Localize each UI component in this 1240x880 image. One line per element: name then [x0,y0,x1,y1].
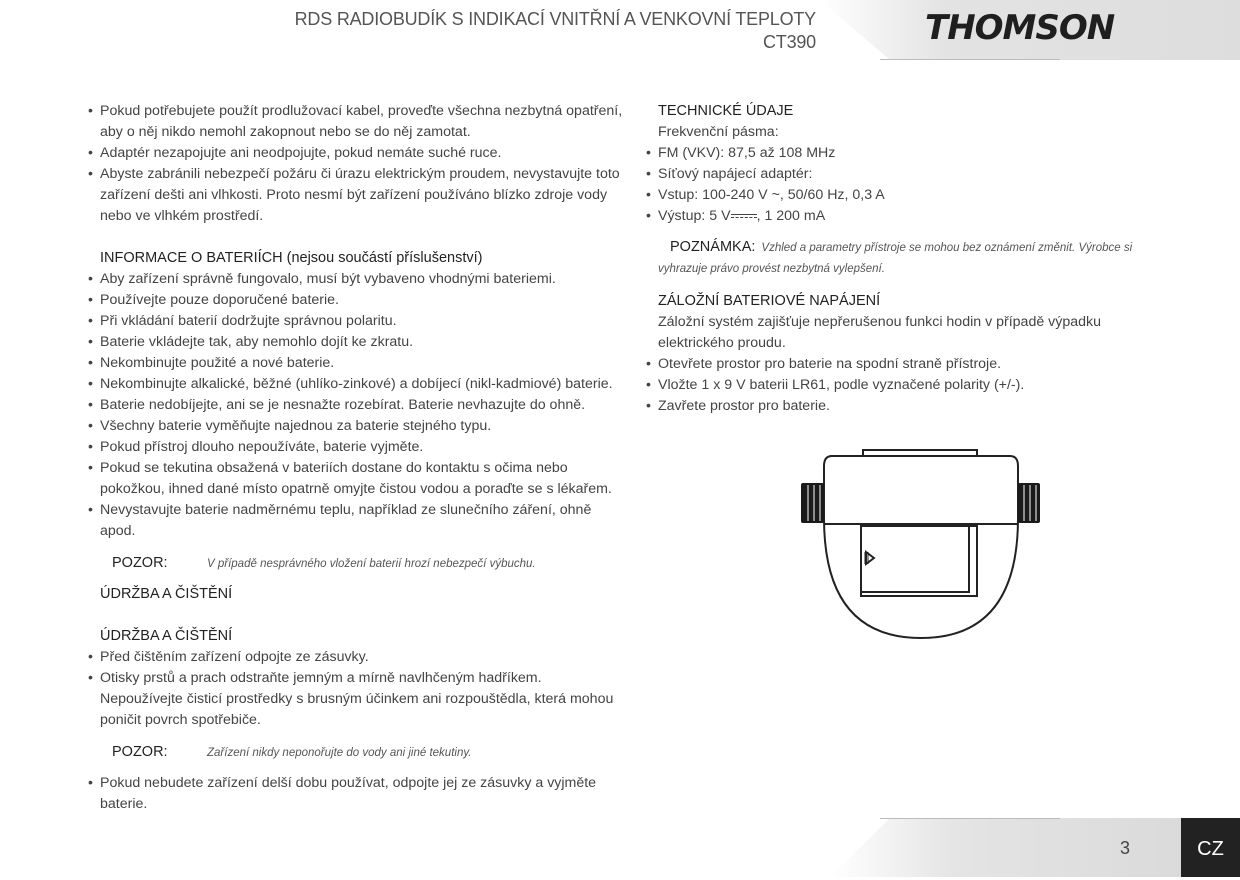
safety-item: • Adaptér nezapojujte ani neodpojujte, pokud nemáte suché ruce. [88,143,628,164]
spec-item: • FM (VKV): 87,5 až 108 MHz [646,143,1176,164]
thomson-logo: THOMSON [925,8,1115,48]
battery-item: • Nekombinujte alkalické, běžné (uhlíko-zinkové) a dobíjecí (nikl-kadmiové) baterie. [88,374,628,395]
page-number: 3 [1120,838,1131,858]
battery-item: • Aby zařízení správně fungovalo, musí být vybaveno vhodnými bateriemi. [88,269,628,290]
spec-item [646,206,1176,227]
right-column [646,101,1176,417]
battery-item: • Pokud přístroj dlouho nepoužíváte, baterie vyjměte. [88,437,628,458]
device-bottom-illustration [798,448,1044,640]
dc-symbol-icon [731,211,757,221]
backup-heading: ZÁLOŽNÍ BATERIOVÉ NAPÁJENÍ [658,293,881,309]
final-item: • Pokud nebudete zařízení delší dobu používat, odpojte jej ze zásuvky a vyjměte baterie. [88,773,628,815]
freq-label: Frekvenční pásma: [658,124,779,140]
battery-item: • Pokud se tekutina obsažená v bateriích dostane do kontaktu s očima nebo pokožkou, ihned dané místo opatrně omyjte čistou vodou a poraďte se s lékařem. [88,458,628,500]
spec-item: • Síťový napájecí adaptér: [646,164,1176,185]
warning-text: Zařízení nikdy neponořujte do vody ani jiné tekutiny. [207,747,472,759]
language-tab: CZ [1181,818,1240,877]
battery-item: • Nevystavujte baterie nadměrnému teplu, například ze slunečního záření, ohně apod. [88,500,628,542]
left-column [88,101,628,815]
battery-item: • Baterie vkládejte tak, aby nemohlo dojít ke zkratu. [88,332,628,353]
warning-label: POZOR: [112,744,168,760]
output-value: , 1 200 mA [756,208,826,224]
title-line: RDS RADIOBUDÍK S INDIKACÍ VNITŘNÍ A VENKOVNÍ TEPLOTY [294,9,816,29]
spec-item: • Vstup: 100-240 V ~, 50/60 Hz, 0,3 A [646,185,1176,206]
maintenance-item: • Před čištěním zařízení odpojte ze zásuvky. [88,647,628,668]
safety-item: • Abyste zabránili nebezpečí požáru či úrazu elektrickým proudem, nevystavujte toto zařízení dešti ani vlhkosti. Proto nesmí být zařízení používáno blízko zdroje vody nebo ve vlhkém prostředí. [88,164,628,227]
warning-note [88,542,628,584]
battery-item: • Nekombinujte použité a nové baterie. [88,353,628,374]
output-label: Výstup: 5 V [658,208,731,224]
note-text-cont: vyhrazuje právo provést nezbytná vylepšení. [658,263,885,275]
maintenance-heading: ÚDRŽBA A ČIŠTĚNÍ [100,586,233,602]
battery-item: • Všechny baterie vyměňujte najednou za baterie stejného typu. [88,416,628,437]
backup-step: • Zavřete prostor pro baterie. [646,396,1176,417]
header-rule [880,59,1060,60]
battery-item: • Používejte pouze doporučené baterie. [88,290,628,311]
maintenance-heading: ÚDRŽBA A ČIŠTĚNÍ [100,628,233,644]
note-text: Vzhled a parametry přístroje se mohou bez oznámení změnit. Výrobce si [761,242,1133,254]
footer-band [830,818,1190,877]
model-number: CT390 [762,32,816,52]
note [646,237,1176,259]
battery-item: • Baterie nedobíjejte, ani se je nesnažte rozebírat. Baterie nevhazujte do ohně. [88,395,628,416]
warning-text: V případě nesprávného vložení baterií hrozí nebezpečí výbuchu. [207,558,536,570]
battery-item: • Při vkládání baterií dodržujte správnou polaritu. [88,311,628,332]
backup-text: Záložní systém zajišťuje nepřerušenou funkci hodin v případě výpadku elektrického proudu. [658,314,1102,351]
footer-rule [880,818,1060,819]
warning-note [88,731,628,773]
note-label: POZNÁMKA: [670,239,756,255]
tech-heading: TECHNICKÉ ÚDAJE [658,103,794,119]
maintenance-item: • Otisky prstů a prach odstraňte jemným a mírně navlhčeným hadříkem. Nepoužívejte čisticí prostředky s brusným účinkem ani rozpouštědla, která mohou poničit povrch spotřebiče. [88,668,628,731]
batteries-heading: INFORMACE O BATERIÍCH (nejsou součástí příslušenství) [100,250,483,266]
document-title [295,8,816,54]
safety-item: • Pokud potřebujete použít prodlužovací kabel, proveďte všechna nezbytná opatření, aby o něj nikdo nemohl zakopnout nebo se do něj zamotat. [88,101,628,143]
backup-step: • Otevřete prostor pro baterie na spodní straně přístroje. [646,354,1176,375]
warning-label: POZOR: [112,555,168,571]
backup-step: • Vložte 1 x 9 V baterii LR61, podle vyznačené polarity (+/-). [646,375,1176,396]
